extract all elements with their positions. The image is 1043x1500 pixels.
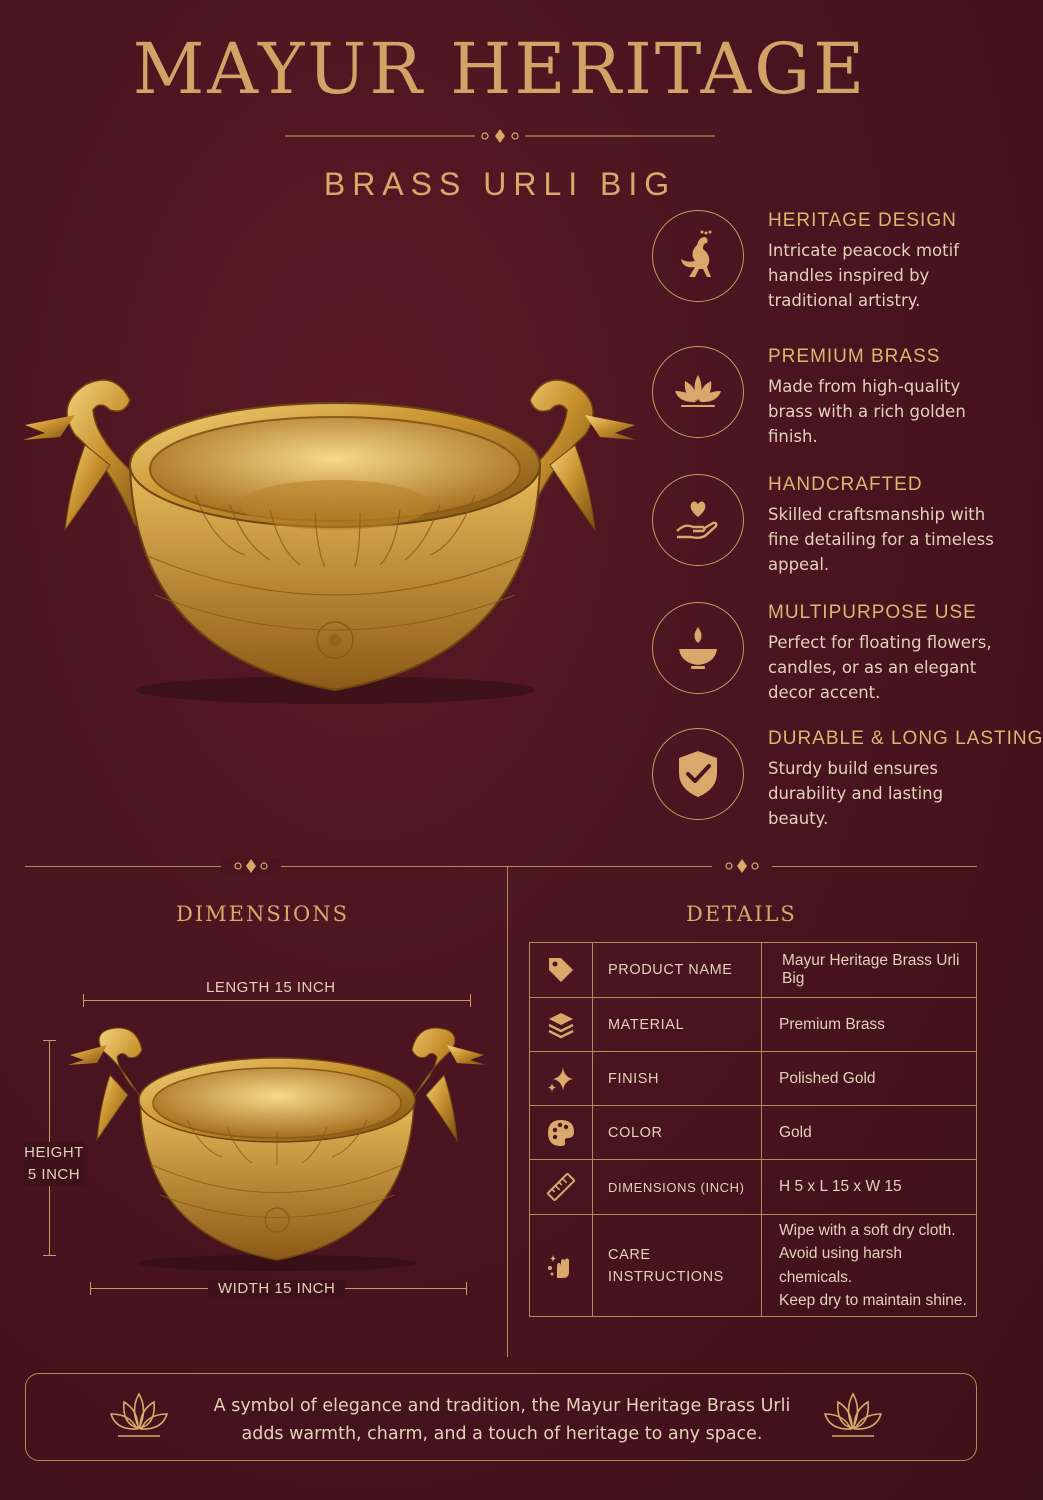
dimensions-heading: DIMENSIONS [176,902,349,926]
column-divider [507,867,508,1357]
detail-label-line1: CARE [608,1246,651,1263]
detail-value: Premium Brass [762,998,977,1052]
feature-heritage-design [652,210,1000,330]
height-label-line1: HEIGHT [24,1144,84,1161]
layers-icon [530,998,593,1052]
height-tick-top [43,1040,56,1041]
ornament-icon [712,858,772,874]
detail-value [762,1215,977,1317]
detail-label: MATERIAL [593,998,762,1052]
section-divider [25,866,977,867]
ruler-icon [530,1160,593,1215]
detail-value: Gold [762,1106,977,1160]
feature-handcrafted [652,474,1000,594]
detail-value: Polished Gold [762,1052,977,1106]
feature-title: PREMIUM BRASS [768,346,941,367]
brand-title: MAYUR HERITAGE [132,28,868,110]
table-row [530,998,977,1052]
table-row [530,1052,977,1106]
feature-title: MULTIPURPOSE USE [768,602,977,623]
feature-description: Skilled craftsmanship with fine detailing for a timeless appeal. [768,505,994,574]
detail-label [593,1215,762,1317]
feature-description: Intricate peacock motif handles inspired by traditional artistry. [768,241,960,310]
lotus-icon [820,1388,886,1446]
length-line [83,1000,471,1001]
height-label-line2: 5 INCH [27,1166,81,1183]
detail-label: COLOR [593,1106,762,1160]
details-heading: DETAILS [686,902,797,926]
width-label: WIDTH 15 INCH [208,1280,345,1297]
cleaning-hand-icon [530,1215,593,1317]
footer-line1: A symbol of elegance and tradition, the Mayur Heritage Brass Urli [213,1396,791,1416]
feature-title: HANDCRAFTED [768,474,923,495]
length-tick-right [470,994,471,1007]
feature-multipurpose-use [652,602,1000,722]
details-table [529,942,977,1317]
sparkle-icon [530,1052,593,1106]
detail-value: H 5 x L 15 x W 15 [762,1160,977,1215]
feature-title: DURABLE & LONG LASTING [768,728,1043,749]
width-tick-right [466,1282,467,1295]
width-tick-left [90,1282,91,1295]
table-row [530,1215,977,1317]
ornament-icon [221,858,281,874]
peacock-icon [652,210,744,302]
height-tick-bottom [43,1255,56,1256]
brass-urli-image [15,355,645,715]
feature-premium-brass [652,346,1000,466]
feature-durable [652,728,1043,848]
detail-value-line2: Avoid using harsh chemicals. [779,1245,902,1286]
tag-icon [530,943,593,998]
detail-value-line1: Wipe with a soft dry cloth. [779,1221,956,1239]
footer-banner [25,1373,977,1461]
feature-title: HERITAGE DESIGN [768,210,957,231]
detail-label: DIMENSIONS (INCH) [593,1160,762,1215]
detail-label: PRODUCT NAME [593,943,762,998]
brass-urli-dimension-image [62,1025,492,1275]
footer-tagline [206,1392,798,1448]
shield-check-icon [652,728,744,820]
title-ornament-divider [285,128,715,144]
detail-label: FINISH [593,1052,762,1106]
table-row [530,1160,977,1215]
length-tick-left [83,994,84,1007]
footer-line2: adds warmth, charm, and a touch of heritage to any space. [241,1424,763,1444]
product-subtitle: BRASS URLI BIG [323,166,677,202]
palette-icon [530,1106,593,1160]
table-row [530,1106,977,1160]
length-label: LENGTH 15 INCH [206,979,336,996]
detail-label-line2: INSTRUCTIONS [608,1268,724,1285]
heart-hand-icon [652,474,744,566]
lotus-icon [652,346,744,438]
feature-description: Sturdy build ensures durability and lasting beauty. [768,759,944,828]
lotus-icon [106,1388,172,1446]
table-row [530,943,977,998]
feature-description: Made from high-quality brass with a rich golden finish. [768,377,966,446]
detail-value-line3: Keep dry to maintain shine. [779,1292,967,1309]
feature-description: Perfect for floating flowers, candles, or as an elegant decor accent. [768,633,992,702]
detail-value: Mayur Heritage Brass Urli Big [762,943,977,998]
diya-icon [652,602,744,694]
